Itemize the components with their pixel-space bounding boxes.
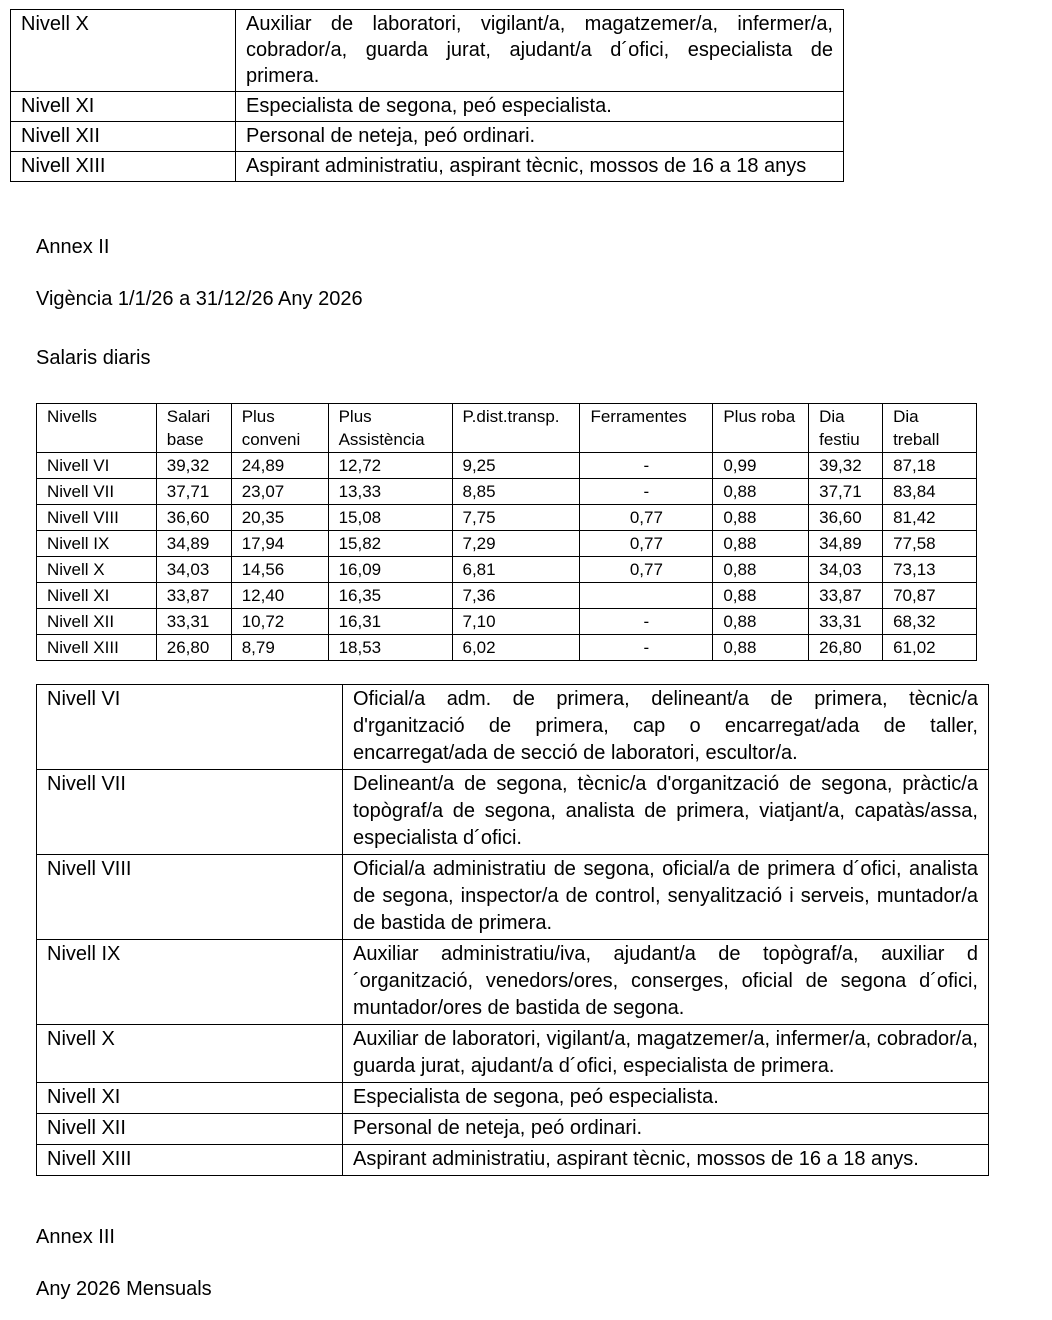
description-cell: Personal de neteja, peó ordinari. bbox=[236, 122, 844, 152]
value-cell: 7,10 bbox=[452, 609, 580, 635]
value-cell: 0,88 bbox=[713, 557, 809, 583]
value-cell: - bbox=[580, 635, 713, 661]
value-cell: 37,71 bbox=[156, 479, 231, 505]
value-cell: 33,87 bbox=[809, 583, 883, 609]
value-cell: 0,77 bbox=[580, 505, 713, 531]
level-cell: Nivell XII bbox=[37, 1114, 343, 1145]
table-header-row bbox=[37, 404, 977, 453]
column-header: Plus roba bbox=[713, 404, 809, 453]
column-header: Plus conveni bbox=[231, 404, 328, 453]
level-cell: Nivell VII bbox=[37, 479, 157, 505]
description-cell: Aspirant administratiu, aspirant tècnic, mossos de 16 a 18 anys. bbox=[343, 1145, 989, 1176]
value-cell: 37,71 bbox=[809, 479, 883, 505]
value-cell: 33,31 bbox=[809, 609, 883, 635]
value-cell: 0,99 bbox=[713, 453, 809, 479]
value-cell: 0,88 bbox=[713, 505, 809, 531]
table-row bbox=[37, 1025, 989, 1083]
level-cell: Nivell VI bbox=[37, 685, 343, 770]
value-cell: 20,35 bbox=[231, 505, 328, 531]
value-cell: 34,03 bbox=[809, 557, 883, 583]
table-row bbox=[37, 770, 989, 855]
table-row bbox=[37, 1145, 989, 1176]
value-cell: 33,31 bbox=[156, 609, 231, 635]
level-cell: Nivell XI bbox=[37, 1083, 343, 1114]
top-levels-table bbox=[10, 9, 844, 182]
value-cell: 36,60 bbox=[156, 505, 231, 531]
table-row bbox=[11, 152, 844, 182]
value-cell: 15,82 bbox=[328, 531, 452, 557]
table-row bbox=[37, 479, 977, 505]
annex-iii-heading: Annex III bbox=[36, 1226, 115, 1248]
level-descriptions-table bbox=[36, 684, 989, 1176]
description-cell: Delineant/a de segona, tècnic/a d'organització de segona, pràctic/a topògraf/a de segona, analista de primera, viatjant/a, capatàs/assa, especialista d´ofici. bbox=[343, 770, 989, 855]
description-cell: Aspirant administratiu, aspirant tècnic, mossos de 16 a 18 anys bbox=[236, 152, 844, 182]
value-cell: 23,07 bbox=[231, 479, 328, 505]
value-cell: 0,88 bbox=[713, 609, 809, 635]
table-row bbox=[37, 1083, 989, 1114]
level-cell: Nivell VII bbox=[37, 770, 343, 855]
value-cell: 61,02 bbox=[883, 635, 977, 661]
value-cell: 7,29 bbox=[452, 531, 580, 557]
table-row bbox=[11, 10, 844, 92]
value-cell: 8,79 bbox=[231, 635, 328, 661]
value-cell: 16,35 bbox=[328, 583, 452, 609]
column-header: Ferramentes bbox=[580, 404, 713, 453]
column-header: Dia festiu bbox=[809, 404, 883, 453]
value-cell: 24,89 bbox=[231, 453, 328, 479]
column-header: Dia treball bbox=[883, 404, 977, 453]
level-cell: Nivell X bbox=[37, 1025, 343, 1083]
value-cell: 7,36 bbox=[452, 583, 580, 609]
value-cell: 77,58 bbox=[883, 531, 977, 557]
daily-salary-table bbox=[36, 403, 977, 661]
column-header: Plus Assistència bbox=[328, 404, 452, 453]
value-cell: 14,56 bbox=[231, 557, 328, 583]
value-cell: 34,89 bbox=[156, 531, 231, 557]
level-cell: Nivell XI bbox=[37, 583, 157, 609]
value-cell: 12,40 bbox=[231, 583, 328, 609]
value-cell: 0,77 bbox=[580, 557, 713, 583]
level-cell: Nivell X bbox=[37, 557, 157, 583]
value-cell: 33,87 bbox=[156, 583, 231, 609]
column-header: P.dist.transp. bbox=[452, 404, 580, 453]
value-cell: 10,72 bbox=[231, 609, 328, 635]
value-cell: - bbox=[580, 609, 713, 635]
description-cell: Personal de neteja, peó ordinari. bbox=[343, 1114, 989, 1145]
level-cell: Nivell IX bbox=[37, 531, 157, 557]
value-cell: 26,80 bbox=[809, 635, 883, 661]
level-cell: Nivell VIII bbox=[37, 505, 157, 531]
level-cell: Nivell VI bbox=[37, 453, 157, 479]
value-cell: 6,81 bbox=[452, 557, 580, 583]
value-cell: 0,88 bbox=[713, 531, 809, 557]
value-cell: - bbox=[580, 453, 713, 479]
column-header: Salari base bbox=[156, 404, 231, 453]
table-row bbox=[37, 609, 977, 635]
value-cell: 36,60 bbox=[809, 505, 883, 531]
description-cell: Auxiliar de laboratori, vigilant/a, magatzemer/a, infermer/a, cobrador/a, guarda jurat, ajudant/a d´ofici, especialista de primera. bbox=[236, 10, 844, 92]
value-cell: - bbox=[580, 479, 713, 505]
table-row bbox=[37, 531, 977, 557]
value-cell: 68,32 bbox=[883, 609, 977, 635]
level-cell: Nivell IX bbox=[37, 940, 343, 1025]
table-row bbox=[11, 122, 844, 152]
level-cell: Nivell XII bbox=[11, 122, 236, 152]
value-cell: 9,25 bbox=[452, 453, 580, 479]
value-cell: 7,75 bbox=[452, 505, 580, 531]
value-cell: 16,09 bbox=[328, 557, 452, 583]
level-cell: Nivell XII bbox=[37, 609, 157, 635]
value-cell: 39,32 bbox=[156, 453, 231, 479]
daily-salaries-heading: Salaris diaris bbox=[36, 347, 151, 369]
value-cell: 16,31 bbox=[328, 609, 452, 635]
level-cell: Nivell VIII bbox=[37, 855, 343, 940]
table-row bbox=[37, 583, 977, 609]
value-cell: 0,88 bbox=[713, 583, 809, 609]
table-row bbox=[37, 855, 989, 940]
description-cell: Especialista de segona, peó especialista. bbox=[236, 92, 844, 122]
table-row bbox=[37, 557, 977, 583]
value-cell: 8,85 bbox=[452, 479, 580, 505]
level-cell: Nivell XI bbox=[11, 92, 236, 122]
value-cell: 17,94 bbox=[231, 531, 328, 557]
level-cell: Nivell XIII bbox=[37, 635, 157, 661]
column-header: Nivells bbox=[37, 404, 157, 453]
description-cell: Oficial/a adm. de primera, delineant/a de primera, tècnic/a d'rganització de primera, cap o encarregat/ada de taller, encarregat/ada de secció de laboratori, escultor/a. bbox=[343, 685, 989, 770]
value-cell: 87,18 bbox=[883, 453, 977, 479]
description-cell: Oficial/a administratiu de segona, oficial/a de primera d´ofici, analista de segona, inspector/a de control, senyalització i serveis, muntador/a de bastida de primera. bbox=[343, 855, 989, 940]
value-cell: 12,72 bbox=[328, 453, 452, 479]
value-cell: 73,13 bbox=[883, 557, 977, 583]
value-cell: 83,84 bbox=[883, 479, 977, 505]
level-cell: Nivell X bbox=[11, 10, 236, 92]
value-cell: 39,32 bbox=[809, 453, 883, 479]
value-cell: 26,80 bbox=[156, 635, 231, 661]
level-cell: Nivell XIII bbox=[11, 152, 236, 182]
value-cell: 70,87 bbox=[883, 583, 977, 609]
table-row bbox=[37, 453, 977, 479]
description-cell: Auxiliar administratiu/iva, ajudant/a de topògraf/a, auxiliar d´organització, venedors/ores, conserges, oficial de segona d´ofici, muntador/ores de bastida de segona. bbox=[343, 940, 989, 1025]
level-cell: Nivell XIII bbox=[37, 1145, 343, 1176]
value-cell: 15,08 bbox=[328, 505, 452, 531]
description-cell: Auxiliar de laboratori, vigilant/a, magatzemer/a, infermer/a, cobrador/a, guarda jurat, ajudant/a d´ofici, especialista de primera. bbox=[343, 1025, 989, 1083]
table-row bbox=[11, 92, 844, 122]
value-cell: 18,53 bbox=[328, 635, 452, 661]
description-cell: Especialista de segona, peó especialista. bbox=[343, 1083, 989, 1114]
value-cell: 13,33 bbox=[328, 479, 452, 505]
value-cell: 0,88 bbox=[713, 479, 809, 505]
table-row bbox=[37, 940, 989, 1025]
value-cell: 0,77 bbox=[580, 531, 713, 557]
table-row bbox=[37, 685, 989, 770]
monthly-heading: Any 2026 Mensuals bbox=[36, 1278, 212, 1300]
table-row bbox=[37, 1114, 989, 1145]
value-cell: 0,88 bbox=[713, 635, 809, 661]
table-row bbox=[37, 635, 977, 661]
value-cell: 6,02 bbox=[452, 635, 580, 661]
value-cell: 81,42 bbox=[883, 505, 977, 531]
table-row bbox=[37, 505, 977, 531]
annex-ii-heading: Annex II bbox=[36, 236, 110, 258]
validity-text: Vigència 1/1/26 a 31/12/26 Any 2026 bbox=[36, 288, 363, 310]
value-cell bbox=[580, 583, 713, 609]
value-cell: 34,03 bbox=[156, 557, 231, 583]
value-cell: 34,89 bbox=[809, 531, 883, 557]
